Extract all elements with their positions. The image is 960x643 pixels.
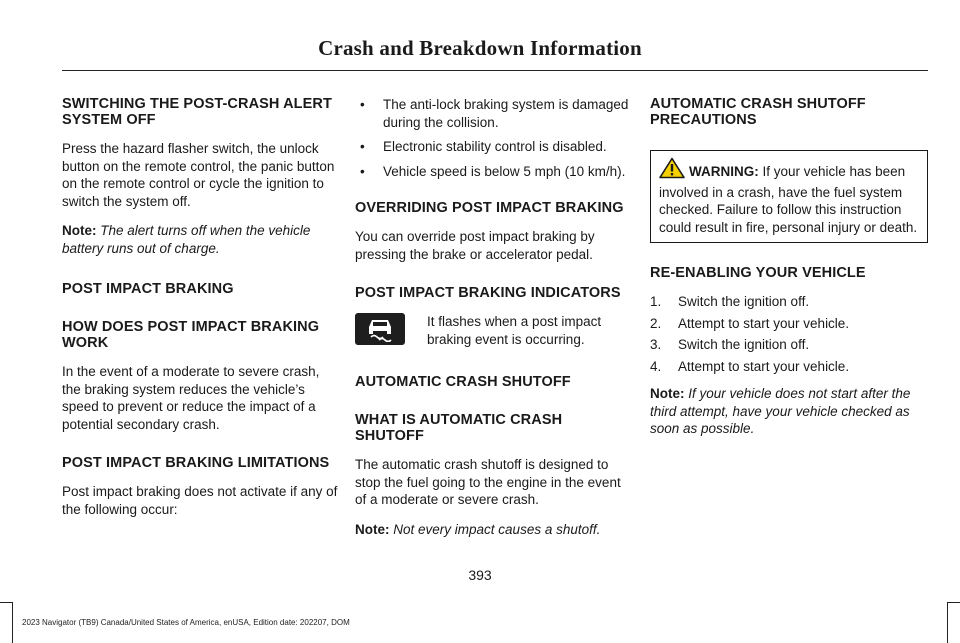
re-enabling-steps xyxy=(650,293,928,375)
heading-switching-off: SWITCHING THE POST-CRASH ALERT SYSTEM OFF xyxy=(62,96,332,128)
list-item: • The anti-lock braking system is damaged during the collision. xyxy=(355,96,633,131)
heading-pib-limitations: POST IMPACT BRAKING LIMITATIONS xyxy=(62,455,330,471)
limitations-list xyxy=(355,96,633,180)
heading-re-enabling: RE-ENABLING YOUR VEHICLE xyxy=(650,265,866,281)
warning-triangle-icon xyxy=(659,157,685,184)
header-divider xyxy=(62,70,928,71)
indicator-description: It flashes when a post impact braking event is occurring. xyxy=(427,314,602,347)
crop-mark xyxy=(948,602,960,603)
note-label: Note: xyxy=(650,386,685,401)
edition-footer: 2023 Navigator (TB9) Canada/United States of America, enUSA, Edition date: 202207, DOM xyxy=(22,618,350,627)
note-text: Not every impact causes a shutoff. xyxy=(393,521,601,537)
list-item: 2. Attempt to start your vehicle. xyxy=(650,315,850,331)
heading-acs-precautions: AUTOMATIC CRASH SHUTOFF PRECAUTIONS xyxy=(650,96,866,128)
indicator-row xyxy=(355,313,633,348)
column-3 xyxy=(650,96,928,450)
heading-post-impact-braking: POST IMPACT BRAKING xyxy=(62,281,234,297)
note-restart xyxy=(650,385,928,438)
list-item: 3. Switch the ignition off. xyxy=(650,337,810,352)
page-title: Crash and Breakdown Information xyxy=(318,36,642,60)
list-item: 4. Attempt to start your vehicle. xyxy=(650,358,850,374)
paragraph-overriding-pib: You can override post impact braking by pressing the brake or accelerator pedal. xyxy=(355,229,595,262)
list-item: 1. Switch the ignition off. xyxy=(650,294,810,309)
skid-warning-icon xyxy=(355,313,405,345)
paragraph-switching-off: Press the hazard flasher switch, the unlock button on the remote control, the panic button on the remote control or cycle the ignition to switch the system off. xyxy=(62,141,335,209)
warning-box xyxy=(650,150,928,243)
warning-text: If your vehicle has been involved in a crash, have the fuel system checked. Failure to follow this instruction could result in fire, personal injury or death. xyxy=(659,164,918,235)
crop-mark xyxy=(947,602,948,643)
page-number: 393 xyxy=(468,567,492,583)
paragraph-how-does-pib-work: In the event of a moderate to severe crash, the braking system reduces the vehicle’s speed to prevent or reduce the impact of a potential secondary crash. xyxy=(62,364,320,432)
heading-what-is-acs: WHAT IS AUTOMATIC CRASH SHUTOFF xyxy=(355,412,563,444)
heading-overriding-pib: OVERRIDING POST IMPACT BRAKING xyxy=(355,200,624,216)
paragraph-pib-limitations: Post impact braking does not activate if any of the following occur: xyxy=(62,484,338,517)
note-shutoff xyxy=(355,521,633,539)
note-text: If your vehicle does not start after the third attempt, have your vehicle checked as soon as possible. xyxy=(650,386,911,436)
heading-pib-indicators: POST IMPACT BRAKING INDICATORS xyxy=(355,285,621,301)
note-text: The alert turns off when the vehicle battery runs out of charge. xyxy=(62,223,311,256)
crop-mark xyxy=(12,602,13,643)
note-label: Note: xyxy=(62,223,97,238)
note-label: Note: xyxy=(355,521,390,537)
column-1 xyxy=(62,96,340,530)
list-item: • Electronic stability control is disabled. xyxy=(355,138,633,156)
paragraph-what-is-acs: The automatic crash shutoff is designed to stop the fuel going to the engine in the event of a moderate or severe crash. xyxy=(355,457,621,507)
heading-how-does-pib-work: HOW DOES POST IMPACT BRAKING WORK xyxy=(62,319,320,351)
heading-automatic-crash-shutoff: AUTOMATIC CRASH SHUTOFF xyxy=(355,374,571,390)
column-2 xyxy=(355,96,633,550)
crop-mark xyxy=(0,602,12,603)
note-alert xyxy=(62,222,340,257)
list-item: • Vehicle speed is below 5 mph (10 km/h). xyxy=(355,163,633,181)
warning-label: WARNING: xyxy=(689,164,759,179)
